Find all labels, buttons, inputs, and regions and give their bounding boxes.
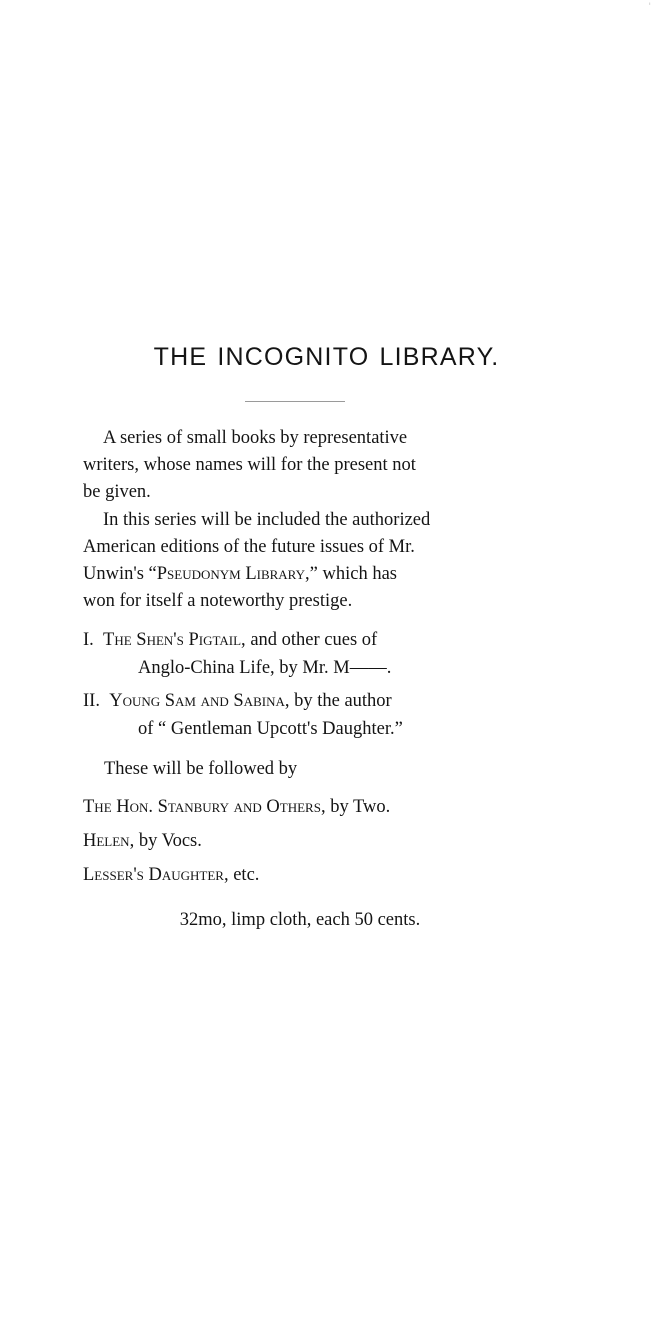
book-list-item bbox=[83, 687, 519, 743]
series-text: Unwin's “ bbox=[83, 564, 157, 584]
item-numeral: I. bbox=[83, 630, 94, 650]
item-text: and other cues of bbox=[245, 630, 378, 650]
book-list-item bbox=[83, 626, 519, 682]
library-name: Pseudonym Library, bbox=[156, 564, 310, 584]
intro-line: be given. bbox=[83, 482, 151, 502]
item-first-line bbox=[83, 626, 519, 654]
intro-line: writers, whose names will for the present not bbox=[83, 455, 416, 475]
title-text: etc. bbox=[228, 865, 260, 885]
item-first-line bbox=[83, 687, 519, 715]
price-line: 32mo, limp cloth, each 50 cents. bbox=[179, 910, 421, 930]
series-line: American editions of the future issues of Mr. bbox=[83, 537, 415, 557]
series-paragraph bbox=[83, 507, 519, 615]
book-title: Young Sam and Sabina, bbox=[109, 691, 290, 711]
book-title: Helen, bbox=[83, 831, 135, 851]
book-title: Lesser's Daughter, bbox=[83, 865, 229, 885]
page-title: THE INCOGNITO LIBRARY. bbox=[153, 343, 500, 371]
upcoming-title-line bbox=[83, 865, 259, 886]
series-line: In this series will be included the authorized bbox=[103, 510, 431, 530]
intro-line: A series of small books by representative bbox=[103, 428, 408, 448]
book-title: The Shen's Pigtail, bbox=[103, 630, 246, 650]
series-text: ” which has bbox=[309, 564, 397, 584]
item-text: by the author bbox=[289, 691, 392, 711]
title-text: by Two. bbox=[325, 797, 391, 817]
book-title: The Hon. Stanbury and Others, bbox=[83, 797, 326, 817]
title-rule bbox=[245, 401, 345, 402]
item-numeral: II. bbox=[83, 691, 100, 711]
series-line: won for itself a noteworthy prestige. bbox=[83, 591, 353, 611]
item-continuation: Anglo-China Life, by Mr. M——. bbox=[138, 658, 392, 678]
upcoming-title-line bbox=[83, 797, 390, 818]
followed-by-text: These will be followed by bbox=[104, 759, 298, 779]
item-continuation: of “ Gentleman Upcott's Daughter.” bbox=[138, 719, 403, 739]
intro-paragraph bbox=[83, 425, 519, 506]
page-corner-mark: ' bbox=[648, 2, 651, 12]
title-text: by Vocs. bbox=[134, 831, 202, 851]
upcoming-title-line bbox=[83, 831, 202, 852]
series-line-with-library bbox=[83, 561, 519, 588]
